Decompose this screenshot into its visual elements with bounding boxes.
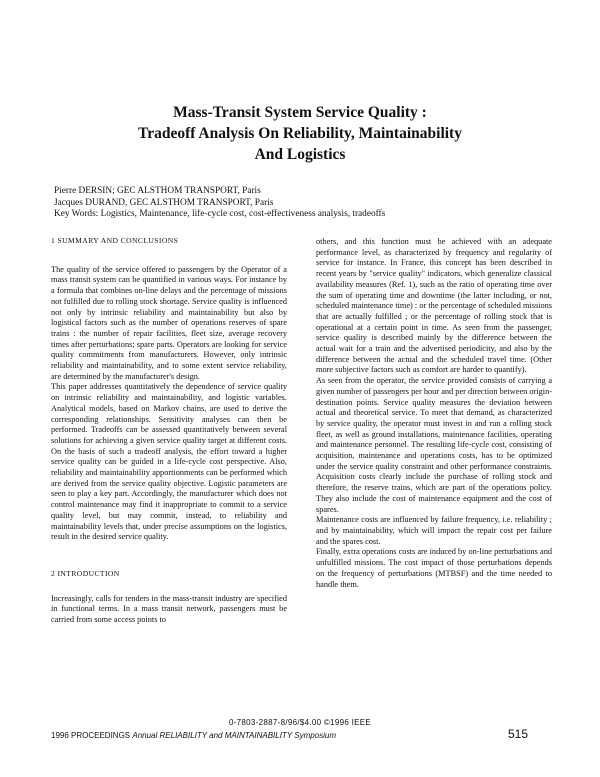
left-column bbox=[51, 236, 287, 626]
author-1: Pierre DERSIN; GEC ALSTHOM TRANSPORT, Paris bbox=[54, 186, 261, 196]
right-column bbox=[316, 237, 552, 590]
proceedings-name: Annual RELIABILITY and MAINTAINABILITY Symposium bbox=[132, 731, 337, 740]
right-paragraph-4: Finally, extra operations costs are induced by on-line perturbations and unfulfilled missions. The cost impact of those perturbations depends on the frequency of perturbations (MTBSF) and the time needed to handle them. bbox=[316, 547, 552, 589]
author-2: Jacques DURAND, GEC ALSTHOM TRANSPORT, Paris bbox=[54, 197, 274, 208]
section-1-paragraph-2: This paper addresses quantitatively the dependence of service quality on intrinsic reliability and maintainability, and logistic variables. Analytical models, based on Markov chains, are used to derive the corresponding relationships. Sensitivity analyses can then be performed. Tradeoffs can be assessed quantitatively between several solutions for achieving a given service quality target at different costs. On the basis of such a tradeoff analysis, the effort toward a higher service quality can be guided in a life-cycle cost perspective. Also, reliability and maintainability apportionments can be performed which are derived from the service quality objective. Logistic parameters are seen to play a key part. Accordingly, the manufacturer which does not control maintenance may find it inappropriate to commit to a service quality level, but may commit, instead, to reliability and maintainability levels that, under precise assumptions on the logistics, result in the desired service quality. bbox=[51, 382, 287, 542]
author-block bbox=[54, 186, 534, 221]
paper-title bbox=[70, 102, 530, 165]
section-2-heading: 2 INTRODUCTION bbox=[51, 568, 120, 578]
proceedings-line bbox=[51, 731, 336, 740]
section-2-paragraph-1: Increasingly, calls for tenders in the mass-transit industry are specified in functional terms. In a mass transit network, passengers must be carried from some access points to bbox=[51, 593, 287, 625]
keywords: Key Words: Logistics, Maintenance, life-cycle cost, cost-effectiveness analysis, tradeoffs bbox=[54, 209, 386, 219]
isbn-line: 0-7803-2887-8/96/$4.00 ©1996 IEEE bbox=[228, 718, 372, 727]
section-1-heading: 1 SUMMARY AND CONCLUSIONS bbox=[51, 236, 179, 245]
title-line-1: Mass-Transit System Service Quality : bbox=[173, 104, 427, 121]
title-line-3: And Logistics bbox=[254, 146, 346, 163]
right-paragraph-2: As seen from the operator, the service provided consists of carrying a given number of passengers per hour and per direction between origin-destination points. Service quality measures the deviation between actual and theoretical service. To meet that demand, as characterized by service quality, the operator must invest in and run a rolling stock fleet, as well as ground installations, maintenance facilities, operating and maintenance personnel. The resulting life-cycle cost, consisting of acquisition, maintenance and operations costs, has to be optimized under the service quality constraint and other performance constraints. Acquisition costs clearly include the purchase of rolling stock and therefore, the reserve trains, which are part of the operations policy. They also include the cost of maintenance equipment and the cost of spares. bbox=[316, 376, 552, 514]
proceedings-prefix: 1996 PROCEEDINGS bbox=[51, 731, 131, 740]
right-paragraph-3: Maintenance costs are influenced by failure frequency, i.e. reliability ; and by maintainability, which will impact the repair cost per failure and the spares cost. bbox=[316, 515, 552, 546]
section-1-paragraph-1: The quality of the service offered to passengers by the Operator of a mass transit system can be quantified in various ways. For instance by a formula that combines on-line delays and the percentage of missions not fulfilled due to rolling stock shortage. Service quality is influenced not only by intrinsic reliability and maintainability but also by logistical factors such as the number of operations reserves of spare trains : the number of repair facilities, fleet size, average recovery times after perturbations; spare parts. Operators are looking for service quality commitments from manufacturers. However, only intrinsic reliability and maintainability, and to some extent service reliability, are determined by the manufacturer's design. bbox=[51, 264, 287, 381]
page-number: 515 bbox=[508, 727, 529, 741]
right-paragraph-1: others, and this function must be achieved with an adequate performance level, as characterized by frequency and regularity of service for instance. In France, this concept has been described in recent years by "service quality" indicators, which generalize classical availability measures (Ref. 1), such as the ratio of operating time over the sum of operating time and downtime (the latter including, or not, scheduled maintenance time) : or the percentage of scheduled missions that are actually fulfilled ; or the percentage of rolling stock that is operational at a certain point in time. As seen from the passenger, service quality is described mainly by the difference between the actual wait for a train and the advertised periodicity, and also by the difference between the actual and the scheduled travel time. (Other more subjective factors such as comfort are harder to quantify). bbox=[316, 237, 552, 375]
title-line-2: Tradeoff Analysis On Reliability, Maintainability bbox=[138, 125, 462, 142]
